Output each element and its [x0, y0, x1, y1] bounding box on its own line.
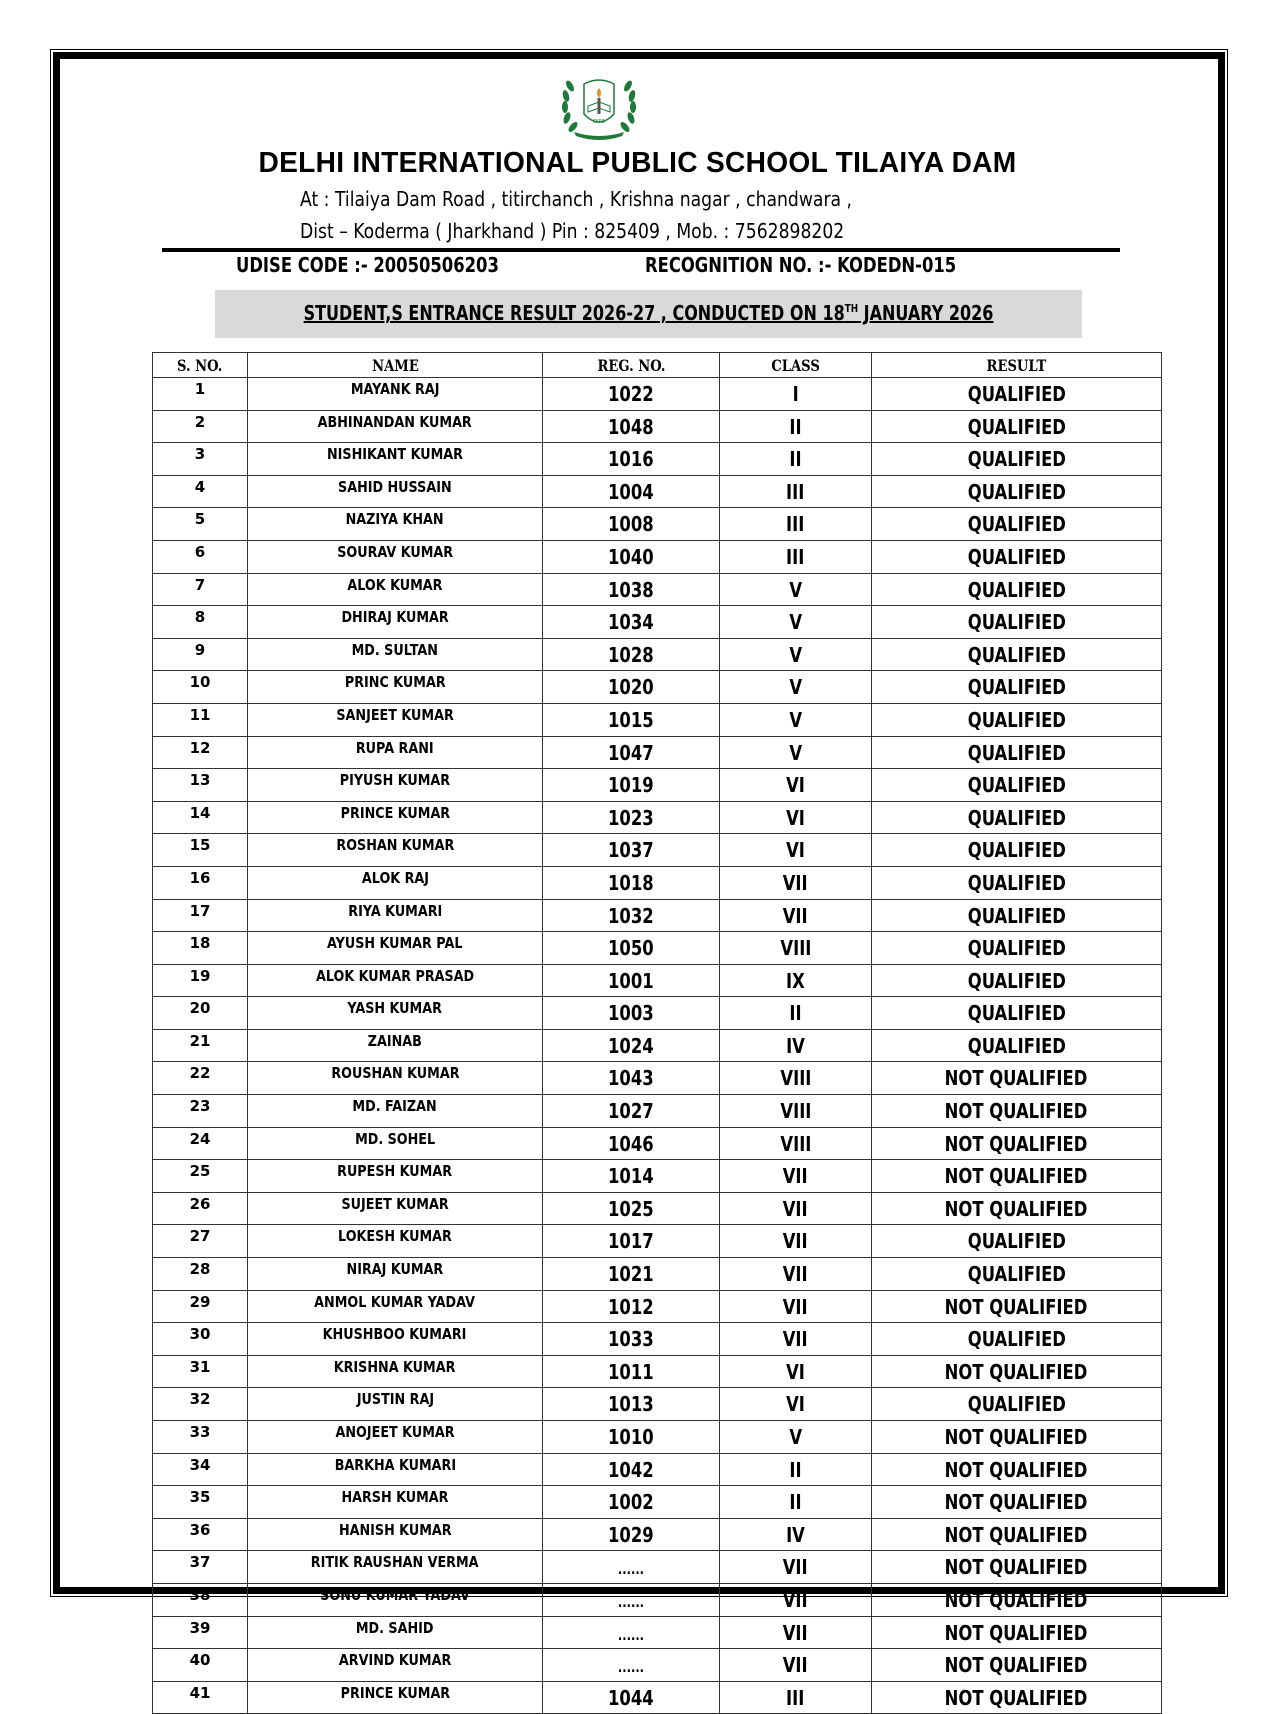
cell-name: NIRAJ KUMAR — [248, 1258, 543, 1291]
cell-result: QUALIFIED — [872, 671, 1162, 704]
cell-result: QUALIFIED — [872, 834, 1162, 867]
cell-reg-no: 1037 — [543, 834, 720, 867]
cell-sno: 19 — [153, 964, 248, 997]
cell-name: SUJEET KUMAR — [248, 1192, 543, 1225]
cell-sno: 24 — [153, 1127, 248, 1160]
cell-sno: 9 — [153, 638, 248, 671]
cell-name: RIYA KUMARI — [248, 899, 543, 932]
cell-reg-no: 1047 — [543, 736, 720, 769]
cell-name: RITIK RAUSHAN VERMA — [248, 1551, 543, 1584]
cell-sno: 31 — [153, 1355, 248, 1388]
udise-code: UDISE CODE :- 20050506203 — [236, 253, 499, 277]
cell-class: VI — [720, 801, 872, 834]
cell-name: LOKESH KUMAR — [248, 1225, 543, 1258]
cell-sno: 17 — [153, 899, 248, 932]
cell-name: ALOK KUMAR PRASAD — [248, 964, 543, 997]
cell-reg-no: 1048 — [543, 410, 720, 443]
cell-class: III — [720, 1681, 872, 1714]
cell-class: IV — [720, 1029, 872, 1062]
cell-sno: 25 — [153, 1160, 248, 1193]
cell-class: VIII — [720, 1127, 872, 1160]
table-row — [153, 1290, 1162, 1323]
cell-result: QUALIFIED — [872, 606, 1162, 639]
table-row — [153, 1649, 1162, 1682]
result-title-main: STUDENT,S ENTRANCE RESULT 2026-27 , CONDUCTED ON 18 — [303, 301, 845, 325]
cell-sno: 7 — [153, 573, 248, 606]
cell-reg-no: 1016 — [543, 443, 720, 476]
table-row — [153, 834, 1162, 867]
cell-reg-no: 1038 — [543, 573, 720, 606]
cell-name: RUPESH KUMAR — [248, 1160, 543, 1193]
cell-class: I — [720, 378, 872, 411]
cell-reg-no: 1010 — [543, 1421, 720, 1454]
table-row — [153, 932, 1162, 965]
cell-sno: 10 — [153, 671, 248, 704]
cell-sno: 36 — [153, 1518, 248, 1551]
column-header-result: RESULT — [872, 353, 1162, 378]
cell-reg-no: 1046 — [543, 1127, 720, 1160]
cell-class: VII — [720, 1290, 872, 1323]
cell-reg-no: 1001 — [543, 964, 720, 997]
cell-sno: 39 — [153, 1616, 248, 1649]
cell-class: VII — [720, 1225, 872, 1258]
table-row — [153, 1681, 1162, 1714]
cell-reg-no: 1019 — [543, 769, 720, 802]
cell-name: YASH KUMAR — [248, 997, 543, 1030]
cell-sno: 21 — [153, 1029, 248, 1062]
table-row — [153, 866, 1162, 899]
cell-result: QUALIFIED — [872, 443, 1162, 476]
cell-name: MD. FAIZAN — [248, 1095, 543, 1128]
column-header-class: CLASS — [720, 353, 872, 378]
result-title — [302, 301, 996, 325]
cell-sno: 16 — [153, 866, 248, 899]
cell-sno: 13 — [153, 769, 248, 802]
cell-result: NOT QUALIFIED — [872, 1486, 1162, 1519]
cell-result: QUALIFIED — [872, 1323, 1162, 1356]
cell-sno: 26 — [153, 1192, 248, 1225]
cell-reg-no: 1042 — [543, 1453, 720, 1486]
cell-class: V — [720, 736, 872, 769]
cell-class: V — [720, 1421, 872, 1454]
cell-name: SOURAV KUMAR — [248, 540, 543, 573]
cell-name: PRINC KUMAR — [248, 671, 543, 704]
cell-reg-no: 1012 — [543, 1290, 720, 1323]
cell-sno: 8 — [153, 606, 248, 639]
cell-sno: 4 — [153, 475, 248, 508]
results-table — [152, 352, 1162, 1714]
school-address-line-1: At : Tilaiya Dam Road , titirchanch , Krishna nagar , chandwara , — [300, 187, 852, 211]
table-row — [153, 1323, 1162, 1356]
cell-name: ABHINANDAN KUMAR — [248, 410, 543, 443]
table-row — [153, 964, 1162, 997]
cell-sno: 34 — [153, 1453, 248, 1486]
cell-result: QUALIFIED — [872, 899, 1162, 932]
table-row — [153, 573, 1162, 606]
cell-name: MD. SOHEL — [248, 1127, 543, 1160]
cell-class: VIII — [720, 1062, 872, 1095]
cell-class: VI — [720, 834, 872, 867]
cell-result: NOT QUALIFIED — [872, 1518, 1162, 1551]
result-title-superscript: TH — [844, 302, 859, 315]
cell-class: VII — [720, 1323, 872, 1356]
cell-sno: 6 — [153, 540, 248, 573]
cell-class: II — [720, 443, 872, 476]
table-row — [153, 1095, 1162, 1128]
table-row — [153, 1160, 1162, 1193]
table-row — [153, 443, 1162, 476]
cell-sno: 15 — [153, 834, 248, 867]
table-row — [153, 1551, 1162, 1584]
cell-result: NOT QUALIFIED — [872, 1062, 1162, 1095]
table-row — [153, 899, 1162, 932]
table-row — [153, 378, 1162, 411]
table-header-row — [153, 353, 1162, 378]
cell-name: PRINCE KUMAR — [248, 1681, 543, 1714]
cell-class: IX — [720, 964, 872, 997]
cell-class: VI — [720, 1355, 872, 1388]
cell-class: V — [720, 638, 872, 671]
result-title-date: JANUARY 2026 — [858, 301, 994, 325]
cell-class: VII — [720, 1160, 872, 1193]
table-row — [153, 703, 1162, 736]
cell-name: PRINCE KUMAR — [248, 801, 543, 834]
cell-result: NOT QUALIFIED — [872, 1649, 1162, 1682]
cell-name: ALOK KUMAR — [248, 573, 543, 606]
cell-sno: 3 — [153, 443, 248, 476]
cell-sno: 5 — [153, 508, 248, 541]
cell-reg-no: 1022 — [543, 378, 720, 411]
table-row — [153, 801, 1162, 834]
cell-sno: 22 — [153, 1062, 248, 1095]
cell-result: QUALIFIED — [872, 964, 1162, 997]
cell-sno: 32 — [153, 1388, 248, 1421]
cell-result: NOT QUALIFIED — [872, 1127, 1162, 1160]
cell-class: VIII — [720, 1095, 872, 1128]
cell-result: NOT QUALIFIED — [872, 1160, 1162, 1193]
cell-name: HANISH KUMAR — [248, 1518, 543, 1551]
cell-result: QUALIFIED — [872, 410, 1162, 443]
table-row — [153, 1127, 1162, 1160]
cell-reg-no: 1043 — [543, 1062, 720, 1095]
cell-class: VII — [720, 1583, 872, 1616]
cell-class: III — [720, 540, 872, 573]
cell-result: QUALIFIED — [872, 1388, 1162, 1421]
cell-reg-no: 1015 — [543, 703, 720, 736]
cell-name: ZAINAB — [248, 1029, 543, 1062]
cell-reg-no: ...... — [543, 1616, 720, 1649]
cell-result: NOT QUALIFIED — [872, 1616, 1162, 1649]
cell-name: NAZIYA KHAN — [248, 508, 543, 541]
cell-reg-no: 1023 — [543, 801, 720, 834]
cell-result: QUALIFIED — [872, 508, 1162, 541]
cell-name: RUPA RANI — [248, 736, 543, 769]
cell-class: IV — [720, 1518, 872, 1551]
cell-result: NOT QUALIFIED — [872, 1453, 1162, 1486]
cell-sno: 23 — [153, 1095, 248, 1128]
cell-result: QUALIFIED — [872, 769, 1162, 802]
school-address-line-2: Dist – Koderma ( Jharkhand ) Pin : 825409 , Mob. : 7562898202 — [300, 219, 845, 243]
cell-reg-no: 1017 — [543, 1225, 720, 1258]
cell-reg-no: ...... — [543, 1551, 720, 1584]
table-row — [153, 1616, 1162, 1649]
cell-result: QUALIFIED — [872, 866, 1162, 899]
table-row — [153, 606, 1162, 639]
cell-result: QUALIFIED — [872, 638, 1162, 671]
cell-reg-no: 1008 — [543, 508, 720, 541]
cell-reg-no: 1014 — [543, 1160, 720, 1193]
table-row — [153, 736, 1162, 769]
table-row — [153, 1225, 1162, 1258]
cell-sno: 14 — [153, 801, 248, 834]
cell-class: VI — [720, 1388, 872, 1421]
cell-result: QUALIFIED — [872, 997, 1162, 1030]
cell-reg-no: 1021 — [543, 1258, 720, 1291]
cell-name: ROUSHAN KUMAR — [248, 1062, 543, 1095]
cell-reg-no: 1034 — [543, 606, 720, 639]
cell-result: NOT QUALIFIED — [872, 1290, 1162, 1323]
cell-reg-no: ...... — [543, 1583, 720, 1616]
cell-result: QUALIFIED — [872, 1225, 1162, 1258]
cell-reg-no: 1013 — [543, 1388, 720, 1421]
cell-class: III — [720, 475, 872, 508]
cell-class: II — [720, 997, 872, 1030]
cell-sno: 28 — [153, 1258, 248, 1291]
cell-reg-no: 1003 — [543, 997, 720, 1030]
table-row — [153, 1486, 1162, 1519]
cell-reg-no: 1044 — [543, 1681, 720, 1714]
column-header-name: NAME — [248, 353, 543, 378]
cell-result: QUALIFIED — [872, 378, 1162, 411]
column-header-reg-no: REG. NO. — [543, 353, 720, 378]
cell-name: NISHIKANT KUMAR — [248, 443, 543, 476]
table-row — [153, 1453, 1162, 1486]
cell-result: NOT QUALIFIED — [872, 1421, 1162, 1454]
cell-sno: 29 — [153, 1290, 248, 1323]
table-row — [153, 638, 1162, 671]
cell-sno: 2 — [153, 410, 248, 443]
cell-result: QUALIFIED — [872, 1258, 1162, 1291]
cell-result: QUALIFIED — [872, 703, 1162, 736]
cell-reg-no: 1025 — [543, 1192, 720, 1225]
cell-name: ROSHAN KUMAR — [248, 834, 543, 867]
result-title-banner — [215, 290, 1082, 338]
cell-reg-no: 1032 — [543, 899, 720, 932]
school-name-heading: DELHI INTERNATIONAL PUBLIC SCHOOL TILAIYA DAM — [258, 147, 1017, 179]
cell-class: V — [720, 606, 872, 639]
cell-sno: 11 — [153, 703, 248, 736]
cell-class: VII — [720, 1551, 872, 1584]
cell-class: III — [720, 508, 872, 541]
cell-class: VII — [720, 1258, 872, 1291]
column-header-sno: S. NO. — [153, 353, 248, 378]
table-row — [153, 1355, 1162, 1388]
cell-result: NOT QUALIFIED — [872, 1355, 1162, 1388]
cell-result: QUALIFIED — [872, 736, 1162, 769]
cell-class: VII — [720, 899, 872, 932]
header-divider — [162, 248, 1120, 252]
cell-name: MD. SAHID — [248, 1616, 543, 1649]
cell-reg-no: 1020 — [543, 671, 720, 704]
table-row — [153, 997, 1162, 1030]
cell-result: NOT QUALIFIED — [872, 1583, 1162, 1616]
cell-class: V — [720, 703, 872, 736]
cell-result: QUALIFIED — [872, 540, 1162, 573]
table-row — [153, 410, 1162, 443]
cell-result: QUALIFIED — [872, 932, 1162, 965]
cell-sno: 37 — [153, 1551, 248, 1584]
cell-class: VIII — [720, 932, 872, 965]
cell-name: HARSH KUMAR — [248, 1486, 543, 1519]
cell-sno: 35 — [153, 1486, 248, 1519]
cell-name: KRISHNA KUMAR — [248, 1355, 543, 1388]
cell-sno: 41 — [153, 1681, 248, 1714]
cell-name: SAHID HUSSAIN — [248, 475, 543, 508]
cell-class: VII — [720, 1649, 872, 1682]
table-row — [153, 1062, 1162, 1095]
cell-result: QUALIFIED — [872, 475, 1162, 508]
cell-name: ANMOL KUMAR YADAV — [248, 1290, 543, 1323]
cell-class: VI — [720, 769, 872, 802]
results-table-body — [153, 378, 1162, 1714]
cell-class: VII — [720, 866, 872, 899]
cell-name: SONU KUMAR YADAV — [248, 1583, 543, 1616]
cell-reg-no: 1033 — [543, 1323, 720, 1356]
cell-class: V — [720, 573, 872, 606]
cell-sno: 30 — [153, 1323, 248, 1356]
cell-result: QUALIFIED — [872, 801, 1162, 834]
cell-reg-no: 1028 — [543, 638, 720, 671]
cell-class: VII — [720, 1616, 872, 1649]
cell-name: PIYUSH KUMAR — [248, 769, 543, 802]
table-row — [153, 540, 1162, 573]
cell-reg-no: 1011 — [543, 1355, 720, 1388]
cell-reg-no: 1050 — [543, 932, 720, 965]
cell-name: ANOJEET KUMAR — [248, 1421, 543, 1454]
cell-name: JUSTIN RAJ — [248, 1388, 543, 1421]
cell-result: QUALIFIED — [872, 1029, 1162, 1062]
school-crest-logo-icon — [558, 70, 640, 142]
cell-name: ARVIND KUMAR — [248, 1649, 543, 1682]
cell-reg-no: 1018 — [543, 866, 720, 899]
cell-sno: 40 — [153, 1649, 248, 1682]
cell-name: MAYANK RAJ — [248, 378, 543, 411]
table-row — [153, 769, 1162, 802]
cell-result: NOT QUALIFIED — [872, 1681, 1162, 1714]
cell-class: II — [720, 410, 872, 443]
cell-reg-no: ...... — [543, 1649, 720, 1682]
cell-sno: 38 — [153, 1583, 248, 1616]
cell-result: QUALIFIED — [872, 573, 1162, 606]
cell-reg-no: 1040 — [543, 540, 720, 573]
table-row — [153, 1192, 1162, 1225]
cell-class: II — [720, 1453, 872, 1486]
cell-result: NOT QUALIFIED — [872, 1192, 1162, 1225]
cell-name: AYUSH KUMAR PAL — [248, 932, 543, 965]
table-row — [153, 1421, 1162, 1454]
cell-reg-no: 1024 — [543, 1029, 720, 1062]
cell-class: V — [720, 671, 872, 704]
cell-sno: 12 — [153, 736, 248, 769]
cell-name: MD. SULTAN — [248, 638, 543, 671]
cell-name: DHIRAJ KUMAR — [248, 606, 543, 639]
cell-reg-no: 1027 — [543, 1095, 720, 1128]
table-row — [153, 1029, 1162, 1062]
cell-name: SANJEET KUMAR — [248, 703, 543, 736]
table-row — [153, 1258, 1162, 1291]
table-row — [153, 475, 1162, 508]
recognition-number: RECOGNITION NO. :- KODEDN-015 — [645, 253, 957, 277]
table-row — [153, 1388, 1162, 1421]
cell-result: NOT QUALIFIED — [872, 1551, 1162, 1584]
table-row — [153, 1583, 1162, 1616]
cell-result: NOT QUALIFIED — [872, 1095, 1162, 1128]
svg-text:DIPS: DIPS — [593, 119, 605, 125]
cell-reg-no: 1004 — [543, 475, 720, 508]
cell-sno: 27 — [153, 1225, 248, 1258]
cell-reg-no: 1002 — [543, 1486, 720, 1519]
cell-sno: 20 — [153, 997, 248, 1030]
cell-name: BARKHA KUMARI — [248, 1453, 543, 1486]
cell-sno: 33 — [153, 1421, 248, 1454]
table-row — [153, 508, 1162, 541]
cell-name: ALOK RAJ — [248, 866, 543, 899]
cell-sno: 1 — [153, 378, 248, 411]
cell-sno: 18 — [153, 932, 248, 965]
cell-name: KHUSHBOO KUMARI — [248, 1323, 543, 1356]
table-row — [153, 1518, 1162, 1551]
cell-class: II — [720, 1486, 872, 1519]
cell-class: VII — [720, 1192, 872, 1225]
table-row — [153, 671, 1162, 704]
cell-reg-no: 1029 — [543, 1518, 720, 1551]
